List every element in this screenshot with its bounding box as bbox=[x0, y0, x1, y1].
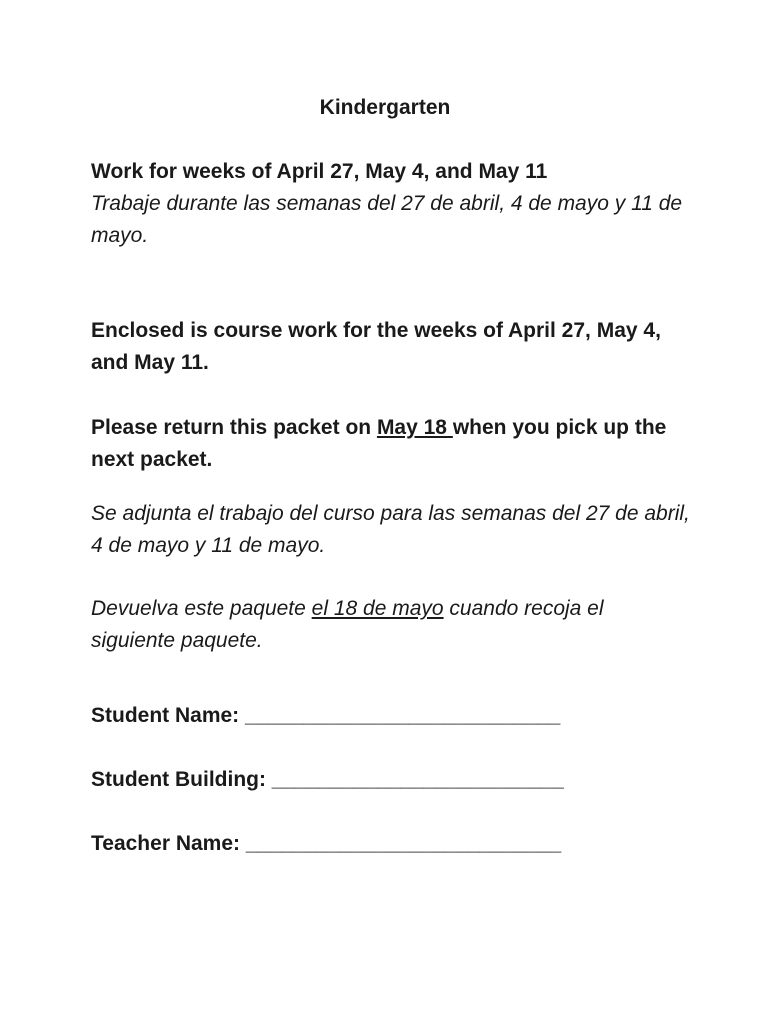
enclosed-notice-spanish: Se adjunta el trabajo del curso para las semanas del 27 de abril, 4 de mayo y 11 de mayo. bbox=[91, 502, 690, 557]
return-date: May 18 bbox=[376, 416, 453, 439]
return-notice-english bbox=[91, 412, 691, 476]
return-text-after-es: cuando recoja el siguiente paquete. bbox=[91, 597, 604, 652]
heading-english: Work for weeks of April 27, May 4, and May 11 bbox=[91, 160, 548, 183]
heading-spanish: Trabaje durante las semanas del 27 de abril, 4 de mayo y 11 de mayo. bbox=[91, 192, 683, 247]
return-text-after: when you pick up the next packet. bbox=[91, 416, 667, 471]
return-notice-spanish bbox=[91, 593, 691, 657]
return-text-before-es: Devuelva este paquete bbox=[91, 597, 312, 620]
student-building-field: Student Building: _________________________ bbox=[91, 768, 564, 791]
page-title: Kindergarten bbox=[319, 96, 451, 119]
return-date-es: el 18 de mayo bbox=[311, 597, 444, 620]
student-name-field: Student Name: ___________________________ bbox=[91, 704, 561, 727]
return-text-before: Please return this packet on bbox=[91, 416, 377, 439]
enclosed-notice-english: Enclosed is course work for the weeks of April 27, May 4, and May 11. bbox=[91, 319, 661, 374]
teacher-name-field: Teacher Name: ___________________________ bbox=[91, 832, 562, 855]
